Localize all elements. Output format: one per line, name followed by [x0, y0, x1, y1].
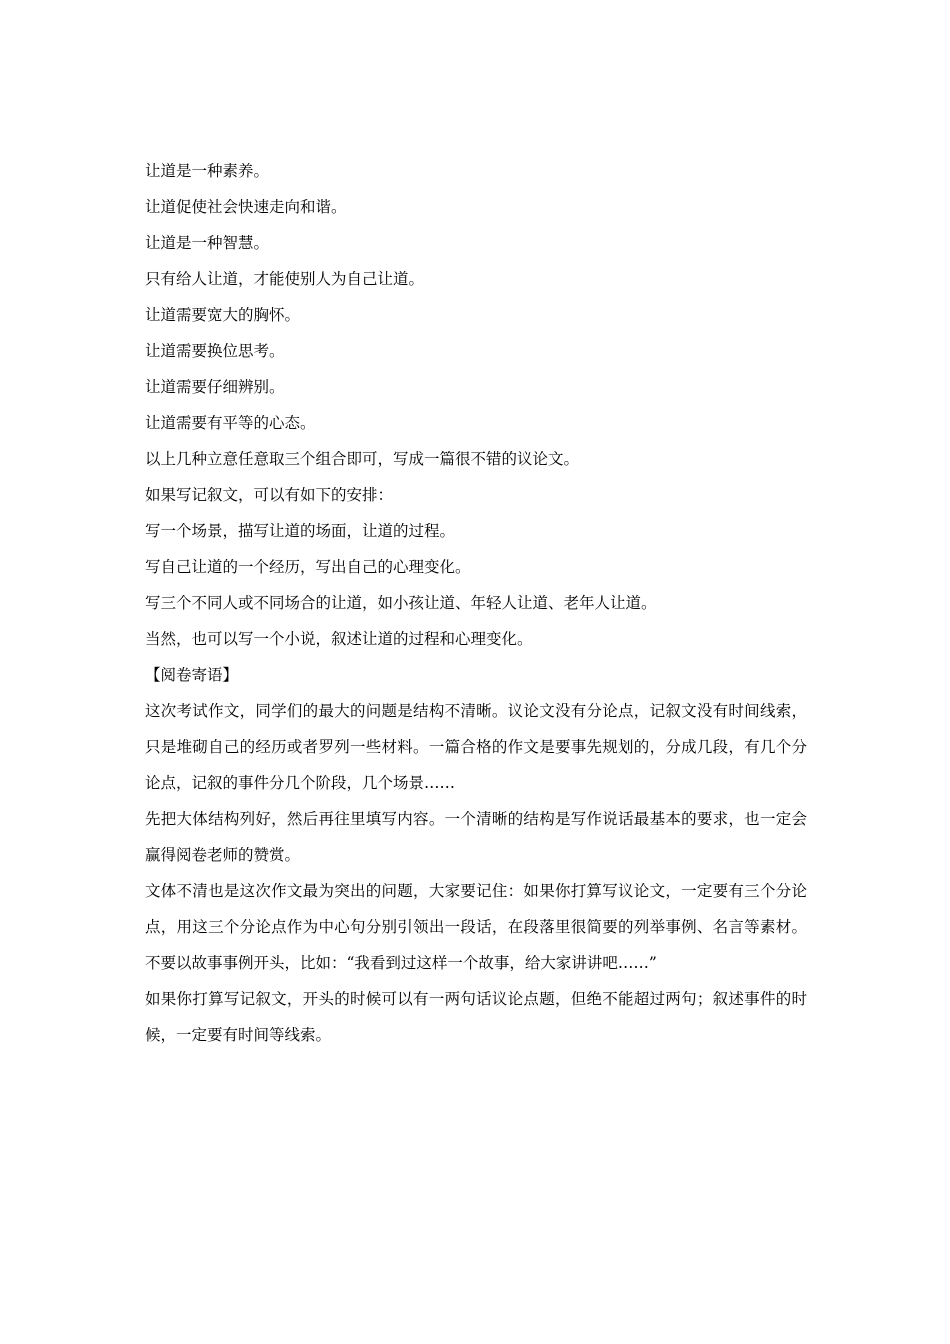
- text-line: 让道是一种智慧。: [145, 234, 270, 252]
- text-line: 让道需要宽大的胸怀。: [145, 306, 301, 324]
- text-line: 写自己让道的一个经历，写出自己的心理变化。: [145, 558, 471, 576]
- document-body: [145, 160, 807, 1053]
- text-line: 写一个场景，描写让道的场面，让道的过程。: [145, 522, 456, 540]
- text-line: 让道需要换位思考。: [145, 342, 285, 360]
- paragraph: 文体不清也是这次作文最为突出的问题，大家要记住：如果你打算写议论文，一定要有三个分论点，用这三个分论点作为中心句分别引领出一段话，在段落里很简要的列举事例、名言等素材。不要以故事事例开头，比如：“我看到过这样一个故事，给大家讲讲吧……”: [145, 882, 807, 972]
- text-line: 如果写记叙文，可以有如下的安排：: [145, 486, 394, 504]
- section-heading: 【阅卷寄语】: [145, 666, 239, 684]
- text-line: 写三个不同人或不同场合的让道，如小孩让道、年轻人让道、老年人让道。: [145, 594, 657, 612]
- text-line: 只有给人让道，才能使别人为自己让道。: [145, 270, 425, 288]
- text-line: 让道需要仔细辨别。: [145, 378, 285, 396]
- text-line: 让道是一种素养。: [145, 162, 270, 180]
- text-line: 让道促使社会快速走向和谐。: [145, 198, 347, 216]
- text-line: 以上几种立意任意取三个组合即可，写成一篇很不错的议论文。: [145, 450, 580, 468]
- text-line: 当然，也可以写一个小说，叙述让道的过程和心理变化。: [145, 630, 533, 648]
- text-line: 让道需要有平等的心态。: [145, 414, 316, 432]
- paragraph: 先把大体结构列好，然后再往里填写内容。一个清晰的结构是写作说话最基本的要求，也一定会赢得阅卷老师的赞赏。: [145, 810, 807, 864]
- paragraph: 这次考试作文，同学们的最大的问题是结构不清晰。议论文没有分论点，记叙文没有时间线索，只是堆砌自己的经历或者罗列一些材料。一篇合格的作文是要事先规划的，分成几段，有几个分论点，记叙的事件分几个阶段，几个场景……: [145, 702, 807, 792]
- paragraph: 如果你打算写记叙文，开头的时候可以有一两句话议论点题，但绝不能超过两句；叙述事件的时候，一定要有时间等线索。: [145, 990, 807, 1044]
